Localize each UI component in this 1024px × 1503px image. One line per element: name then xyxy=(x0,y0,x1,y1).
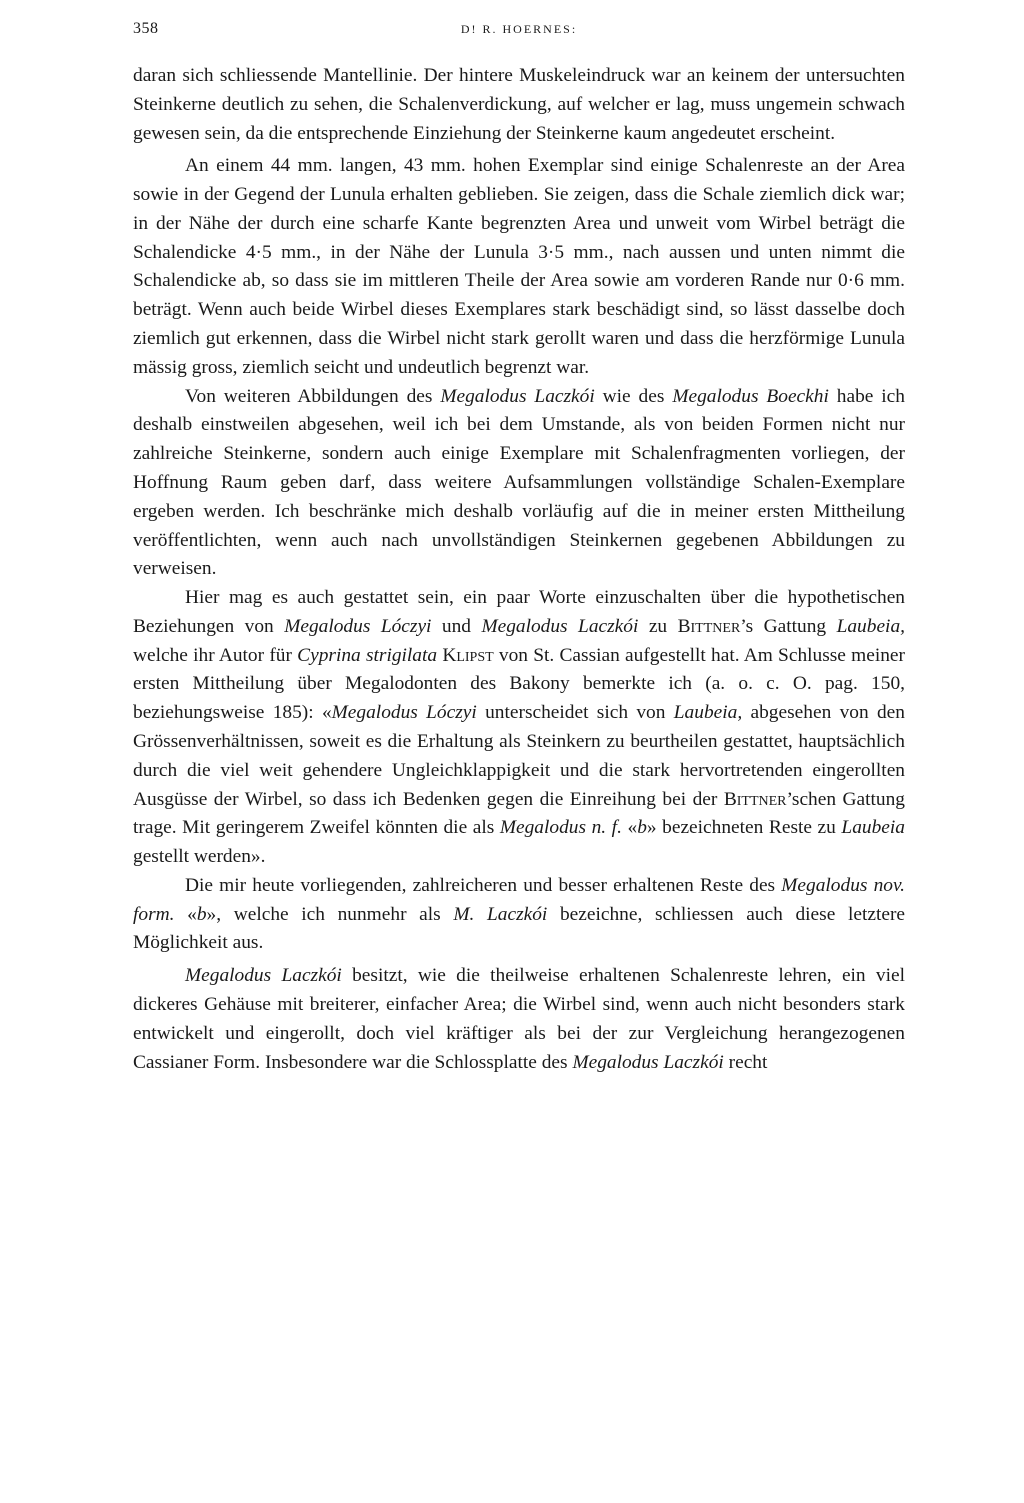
text-run: Die mir heute vorliegenden, zahlreicheren und besser erhaltenen Reste des xyxy=(185,874,782,896)
italic-text: Megalodus Boeckhi xyxy=(672,385,829,407)
text-run: « xyxy=(621,817,638,839)
paragraph xyxy=(133,62,905,148)
running-head: D! R. HOERNES: xyxy=(460,22,578,36)
italic-text: Laubeia, xyxy=(673,702,743,724)
text-run: und xyxy=(431,615,482,637)
text-run: « xyxy=(174,903,197,925)
text-run: habe ich deshalb einstweilen abgesehen, weil ich bei dem Umstande, als von beiden Formen nicht nur zahlreiche Steinkerne, sondern auch einige Exemplare mit Schalenfragmenten vorliegen, der Hoffnung Raum geben darf, dass weitere Aufsammlungen vollständige Schalen-Exemplare ergeben werden. Ich beschränke mich deshalb vorläufig auf die in meiner ersten Mittheilung veröffentlichten, wenn auch nach unvollständigen Steinkernen gegebenen Abbildungen zu verweisen. xyxy=(133,385,905,580)
italic-text: Megalodus Laczkói xyxy=(185,965,342,987)
text-run: » bezeichneten Reste zu xyxy=(646,817,842,839)
body-text xyxy=(133,62,905,1077)
page-header xyxy=(133,20,905,44)
italic-text: Megalodus Lóczyi xyxy=(331,702,477,724)
text-run: besitzt, wie die theilweise erhaltenen Schalenreste lehren, ein viel dickeres Gehäuse mit breiterer, einfacher Area; die Wirbel sind, wenn auch nicht besonders stark entwickelt und eingerollt, doch viel kräftiger als bei der zur Vergleichung herangezogenen Cassianer Form. Insbesondere war die Schlossplatte des xyxy=(133,965,906,1073)
text-run: bezeichne, schliessen auch diese letztere Möglichkeit aus. xyxy=(133,903,906,954)
text-run: von St. Cassian aufgestellt hat. Am Schlusse meiner ersten Mittheilung über Megalodonten des Bakony bemerkte ich (a. o. c. O. pag. 150, beziehungsweise 185): « xyxy=(133,644,905,724)
text-run: wie des xyxy=(594,385,673,407)
text-run: abgesehen von den Grössenverhältnissen, soweit es die Erhaltung als Steinkern zu beurtheilen gestattet, hauptsächlich durch die viel weit gehendere Ungleichklappigkeit und die stark hervortretenden eingerollten Ausgüsse der Wirbel, so dass ich Bedenken gegen die Einreihung bei der xyxy=(133,702,905,810)
small-caps-text: Klipst xyxy=(442,644,494,666)
page-number: 358 xyxy=(133,20,159,37)
italic-text: Laubeia, xyxy=(836,615,905,637)
italic-text: Megalodus Laczkói xyxy=(572,1051,724,1073)
text-run: daran sich schliessende Mantellinie. Der hintere Muskeleindruck war an keinem der untersuchten Steinkerne deutlich zu sehen, die Schalenverdickung, auf welcher er lag, muss ungemein schwach gewesen sein, da die entsprechende Einziehung der Steinkerne kaum angedeutet erscheint. xyxy=(133,65,905,144)
text-run: gestellt werden». xyxy=(133,846,266,868)
text-run: welche ihr Autor für xyxy=(133,644,298,666)
paragraph xyxy=(133,383,905,584)
small-caps-text: Bittner xyxy=(723,788,787,810)
italic-text: Megalodus Laczkói xyxy=(481,615,639,637)
paragraph xyxy=(133,962,905,1077)
text-run: Hier mag es auch gestattet sein, ein paar Worte einzuschalten über die hypothetischen Beziehungen von xyxy=(133,587,905,637)
italic-text: Cyprina strigilata xyxy=(297,644,438,666)
text-run: unterscheidet sich von xyxy=(476,702,674,724)
italic-text: M. Laczkói xyxy=(453,903,548,925)
italic-text: Megalodus Lóczyi xyxy=(284,615,432,637)
text-run: ’s Gattung xyxy=(740,615,837,637)
italic-text: Megalodus n. f. xyxy=(499,817,622,839)
italic-text: b xyxy=(637,817,647,839)
italic-text: Megalodus nov. form. xyxy=(133,874,906,925)
text-run: Von weiteren Abbildungen des xyxy=(185,385,441,407)
text-run: recht xyxy=(723,1051,768,1073)
italic-text: Laubeia xyxy=(841,817,905,839)
paragraph xyxy=(133,152,905,382)
italic-text: Megalodus Laczkói xyxy=(440,385,595,407)
text-run: », welche ich nunmehr als xyxy=(206,903,454,925)
paragraph xyxy=(133,584,905,872)
small-caps-text: Bittner xyxy=(677,615,741,637)
text-run: zu xyxy=(638,615,678,637)
italic-text: b xyxy=(196,903,207,925)
text-run: An einem 44 mm. langen, 43 mm. hohen Exemplar sind einige Schalenreste an der Area sowie in der Gegend der Lunula erhalten geblieben. Sie zeigen, dass die Schale ziemlich dick war; in der Nähe der durch eine scharfe Kante begrenzten Area und unweit vom Wirbel beträgt die Schalendicke 4·5 mm., in der Nähe der Lunula 3·5 mm., nach aussen und unten nimmt die Schalendicke ab, so dass sie im mittleren Theile der Area sowie am vorderen Rande nur 0·6 mm. beträgt. Wenn auch beide Wirbel dieses Exemplares stark beschädigt sind, so lässt dasselbe doch ziemlich gut erkennen, dass die Wirbel nicht stark gerollt waren und dass die herzförmige Lunula mässig gross, ziemlich seicht und undeutlich begrenzt war. xyxy=(133,155,905,378)
text-run: ’schen Gattung trage. Mit geringerem Zweifel könnten die als xyxy=(133,788,905,839)
paragraph xyxy=(133,872,905,958)
